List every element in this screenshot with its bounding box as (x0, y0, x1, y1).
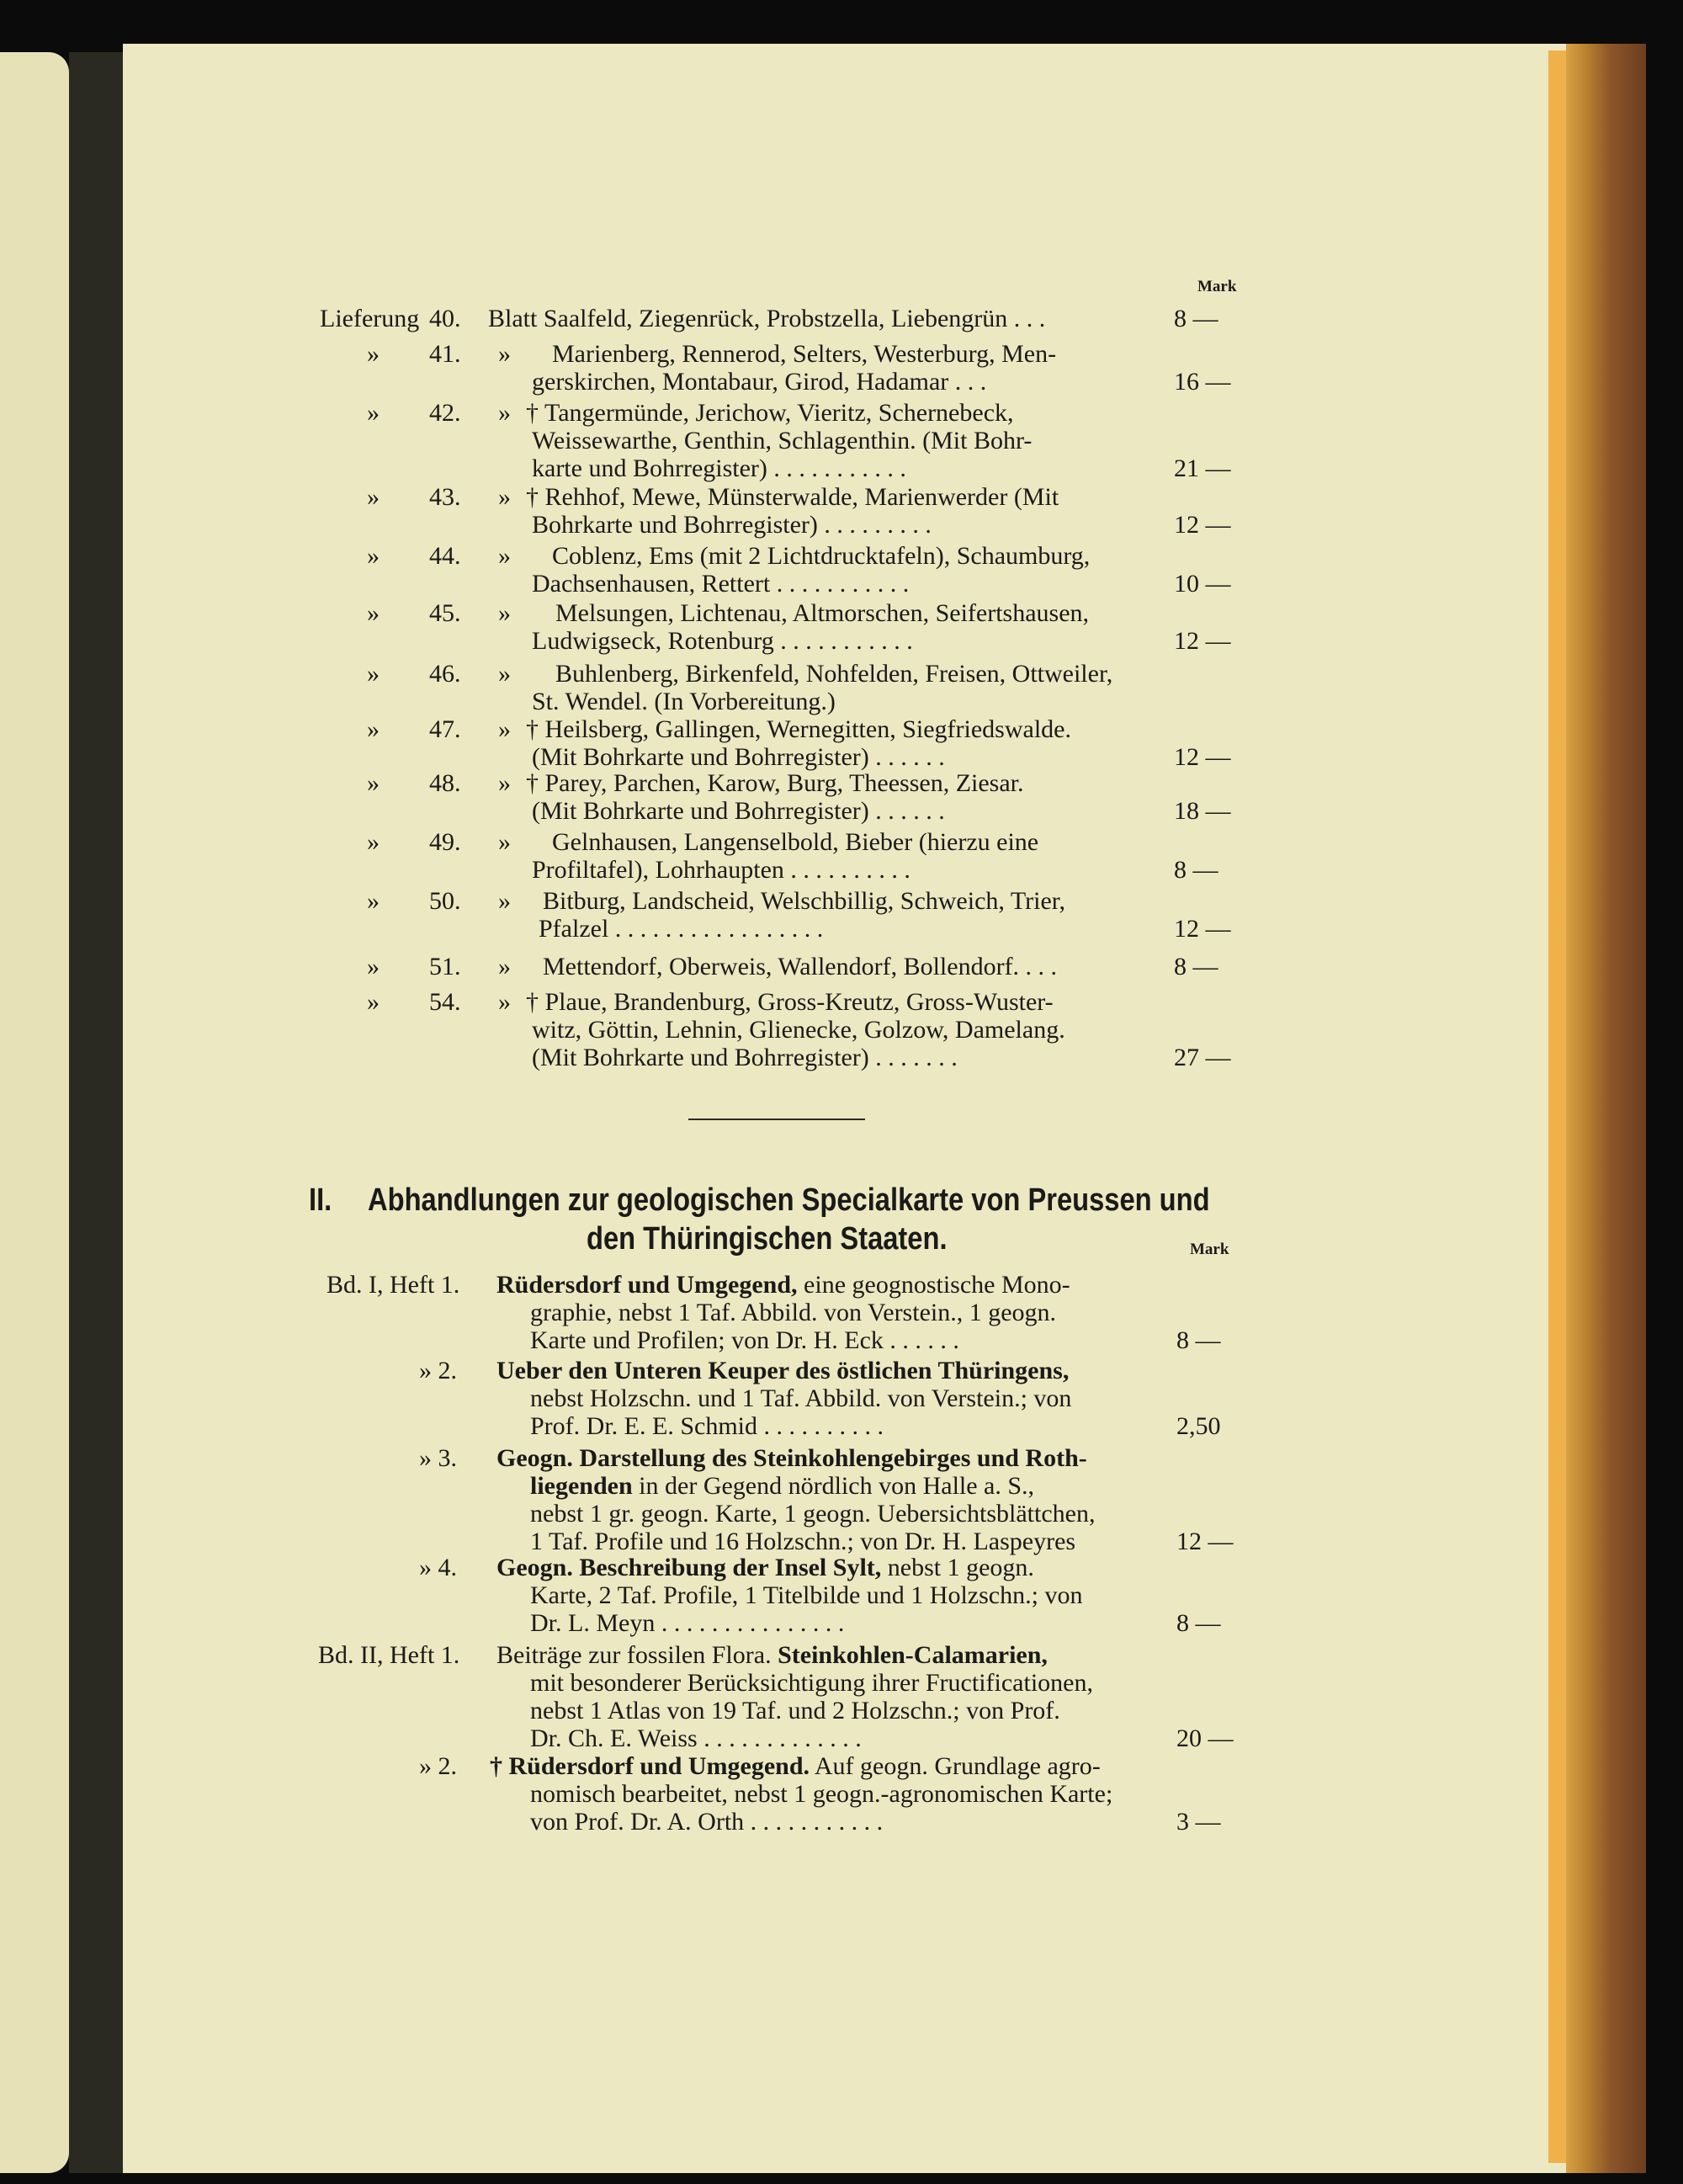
entry-number: 54. (429, 988, 461, 1016)
entry-text-line (530, 1384, 1071, 1413)
entry-text: nebst 1 gr. geogn. Karte, 1 geogn. Uebersichtsblättchen, (530, 1500, 1096, 1528)
entry-number: 51. (429, 953, 461, 980)
entry-text-line (496, 1271, 1070, 1299)
ditto-mark: » (367, 483, 380, 511)
blatt-ditto: » (498, 399, 511, 427)
entry-text: Karte, 2 Taf. Profile, 1 Titelbilde und 1 Holzschn.; von (530, 1581, 1083, 1609)
entry-text-line: Pfalzel . . . . . . . . . . . . . . . . . (539, 915, 824, 943)
entry-text-line: † Plaue, Brandenburg, Gross-Kreutz, Gross-Wuster- (526, 988, 1054, 1016)
entry-text-line: Buhlenberg, Birkenfeld, Nohfelden, Freisen, Ottweiler, (555, 660, 1113, 688)
blatt-ditto: » (498, 542, 511, 570)
entry-text-line (530, 1808, 883, 1836)
entry-text: graphie, nebst 1 Taf. Abbild. von Verstein., 1 geogn. (530, 1299, 1057, 1326)
entry-title-bold: Geogn. Darstellung des Steinkohlengebirges und Roth- (496, 1444, 1087, 1472)
entry-number: 43. (429, 483, 461, 511)
entry-text: nomisch bearbeitet, nebst 1 geogn.-agronomischen Karte; (530, 1780, 1113, 1808)
entry-number: 50. (429, 887, 461, 915)
entry-text-line: (Mit Bohrkarte und Bohrregister) . . . . . . (532, 797, 945, 825)
entry-text-line (530, 1472, 1034, 1501)
entry-label: » 4. (419, 1554, 457, 1581)
entry-price: 21 — (1174, 454, 1231, 482)
entry-text-line: Melsungen, Lichtenau, Altmorschen, Seifertshausen, (555, 599, 1090, 627)
blatt-ditto: » (498, 660, 511, 688)
section-title-line2: den Thüringischen Staaten. (587, 1221, 948, 1257)
entry-text-line (530, 1326, 959, 1355)
entry-text-line: † Tangermünde, Jerichow, Vieritz, Schernebeck, (526, 399, 1014, 427)
entry-label: Lieferung (320, 305, 420, 332)
entry-text: Dr. Ch. E. Weiss . . . . . . . . . . . . . (530, 1724, 862, 1752)
entry-text: nebst 1 Atlas von 19 Taf. und 2 Holzschn.; von Prof. (530, 1697, 1060, 1724)
entry-text: Dr. L. Meyn . . . . . . . . . . . . . . . (530, 1609, 845, 1637)
entry-text-line (530, 1500, 1095, 1528)
entry-number: 48. (429, 769, 461, 797)
entry-text-line: † Heilsberg, Gallingen, Wernegitten, Siegfriedswalde. (526, 715, 1071, 743)
entry-text-line (496, 1554, 1034, 1582)
entry-text-line (530, 1724, 862, 1753)
book-cover-edge (1566, 44, 1646, 2173)
entry-number: 42. (429, 399, 461, 427)
entry-price: 8 — (1174, 305, 1218, 332)
ditto-mark: » (367, 399, 380, 427)
entry-text-line: Bohrkarte und Bohrregister) . . . . . . . . . (532, 511, 932, 539)
entry-text-line: Bitburg, Landscheid, Welschbillig, Schweich, Trier, (543, 887, 1066, 915)
entry-text-line: † Parey, Parchen, Karow, Burg, Theessen, Ziesar. (526, 769, 1024, 797)
entry-price: 10 — (1174, 570, 1231, 598)
entry-text-line: Coblenz, Ems (mit 2 Lichtdrucktafeln), Schaumburg, (552, 542, 1091, 570)
blatt-ditto: » (498, 599, 511, 627)
ditto-mark: » (367, 887, 380, 915)
book-gutter (69, 52, 123, 2173)
entry-title-bold: Geogn. Beschreibung der Insel Sylt, (496, 1554, 882, 1581)
section-divider (688, 1119, 865, 1120)
entry-text-line (530, 1669, 1093, 1698)
entry-price: 16 — (1174, 368, 1231, 396)
entry-label: » 2. (419, 1357, 457, 1384)
blatt-ditto: » (498, 988, 511, 1016)
ditto-mark: » (367, 660, 380, 688)
ditto-mark: » (367, 715, 380, 743)
entry-price: 3 — (1176, 1808, 1221, 1836)
entry-text: Beiträge zur fossilen Flora. (496, 1641, 778, 1669)
entry-text-line (530, 1581, 1082, 1610)
entry-text-line (496, 1641, 1048, 1670)
entry-price: 20 — (1176, 1724, 1234, 1752)
entry-text-line: gerskirchen, Montabaur, Girod, Hadamar . . . (532, 368, 987, 396)
entry-text-line: Weissewarthe, Genthin, Schlagenthin. (Mit Bohr- (532, 427, 1033, 454)
entry-text: 1 Taf. Profile und 16 Holzschn.; von Dr. H. Laspeyres (530, 1528, 1076, 1555)
entry-price: 27 — (1174, 1044, 1231, 1071)
entry-text-line: Gelnhausen, Langenselbold, Bieber (hierzu eine (552, 828, 1039, 856)
entry-text-line (496, 1357, 1069, 1385)
entry-text-line: St. Wendel. (In Vorbereitung.) (532, 688, 836, 715)
entry-text-line: Dachsenhausen, Rettert . . . . . . . . . . . (532, 570, 910, 598)
entry-text: mit besonderer Berücksichtigung ihrer Fructificationen, (530, 1669, 1093, 1697)
ditto-mark: » (367, 542, 380, 570)
mark-column-header-2: Mark (1190, 1241, 1229, 1258)
entry-text-line: Blatt Saalfeld, Ziegenrück, Probstzella, Liebengrün . . . (488, 305, 1046, 332)
entry-text-line: † Rehhof, Mewe, Münsterwalde, Marienwerder (Mit (526, 483, 1059, 511)
ditto-mark: » (367, 599, 380, 627)
entry-text-line: (Mit Bohrkarte und Bohrregister) . . . . . . (532, 743, 945, 771)
entry-text-line (496, 1444, 1087, 1473)
entry-text: Karte und Profilen; von Dr. H. Eck . . . . . . (530, 1326, 959, 1354)
entry-text-line (530, 1299, 1056, 1327)
entry-text: Auf geogn. Grundlage agro- (810, 1752, 1101, 1780)
left-page-edge (0, 52, 69, 2173)
entry-price: 12 — (1174, 743, 1231, 771)
entry-title-bold: † Rüdersdorf und Umgegend. (490, 1752, 810, 1780)
entry-price: 18 — (1174, 797, 1231, 825)
ditto-mark: » (367, 988, 380, 1016)
entry-text-line: witz, Göttin, Lehnin, Glienecke, Golzow, Damelang. (532, 1016, 1065, 1044)
entry-text-line: karte und Bohrregister) . . . . . . . . . . . (532, 454, 906, 482)
entry-number: 47. (429, 715, 461, 743)
ditto-mark: » (367, 340, 380, 368)
mark-column-header: Mark (1197, 278, 1237, 295)
entry-text-line: (Mit Bohrkarte und Bohrregister) . . . . . . . (532, 1044, 958, 1071)
entry-title-bold: Rüdersdorf und Umgegend, (496, 1271, 798, 1299)
entry-price: 12 — (1176, 1528, 1234, 1555)
entry-number: 40. (429, 305, 461, 332)
blatt-ditto: » (498, 828, 511, 856)
entry-number: 45. (429, 599, 461, 627)
entry-text: Prof. Dr. E. E. Schmid . . . . . . . . . . (530, 1412, 884, 1440)
entry-text-line (530, 1609, 844, 1638)
entry-number: 46. (429, 660, 461, 688)
entry-price: 12 — (1174, 915, 1231, 943)
entry-label: Bd. II, Heft 1. (318, 1641, 460, 1669)
entry-title-bold: Steinkohlen-Calamarien, (778, 1641, 1048, 1669)
entry-text: eine geognostische Mono- (797, 1271, 1070, 1299)
entry-title-bold: liegenden (530, 1472, 633, 1500)
entry-text-line (530, 1412, 884, 1441)
entry-text: nebst 1 geogn. (881, 1554, 1034, 1581)
entry-text-line (490, 1752, 1101, 1781)
entry-price: 8 — (1176, 1326, 1221, 1354)
entry-price: 8 — (1174, 856, 1218, 884)
entry-number: 41. (429, 340, 461, 368)
entry-label: » 3. (419, 1444, 457, 1472)
entry-text-line: Marienberg, Rennerod, Selters, Westerburg, Men- (552, 340, 1057, 368)
entry-title-bold: Ueber den Unteren Keuper des östlichen Thüringens, (496, 1357, 1070, 1384)
ditto-mark: » (367, 769, 380, 797)
blatt-ditto: » (498, 483, 511, 511)
entry-text-line: Profiltafel), Lohrhaupten . . . . . . . . . . (532, 856, 911, 884)
ditto-mark: » (367, 828, 380, 856)
entry-text-line (530, 1697, 1060, 1725)
blatt-ditto: » (498, 769, 511, 797)
section-numeral: II. (309, 1182, 332, 1218)
entry-text: von Prof. Dr. A. Orth . . . . . . . . . . . (530, 1808, 884, 1836)
entry-number: 44. (429, 542, 461, 570)
entry-label: » 2. (419, 1752, 457, 1780)
entry-price: 12 — (1174, 627, 1231, 655)
entry-label: Bd. I, Heft 1. (327, 1271, 460, 1299)
entry-text-line (530, 1780, 1112, 1809)
entry-price: 2,50 (1176, 1412, 1221, 1440)
blatt-ditto: » (498, 340, 511, 368)
section-title-line1: Abhandlungen zur geologischen Specialkarte von Preussen und (368, 1182, 1210, 1218)
entry-text-line: Mettendorf, Oberweis, Wallendorf, Bollendorf. . . . (543, 953, 1058, 980)
entry-text-line (530, 1528, 1075, 1556)
ditto-mark: » (367, 953, 380, 980)
entry-price: 8 — (1174, 953, 1218, 980)
entry-text-line: Ludwigseck, Rotenburg . . . . . . . . . . . (532, 627, 913, 655)
entry-price: 8 — (1176, 1609, 1221, 1637)
entry-number: 49. (429, 828, 461, 856)
entry-text: nebst Holzschn. und 1 Taf. Abbild. von Verstein.; von (530, 1384, 1072, 1412)
entry-price: 12 — (1174, 511, 1231, 539)
blatt-ditto: » (498, 953, 511, 980)
blatt-ditto: » (498, 887, 511, 915)
blatt-ditto: » (498, 715, 511, 743)
entry-text: in der Gegend nördlich von Halle a. S., (632, 1472, 1035, 1500)
